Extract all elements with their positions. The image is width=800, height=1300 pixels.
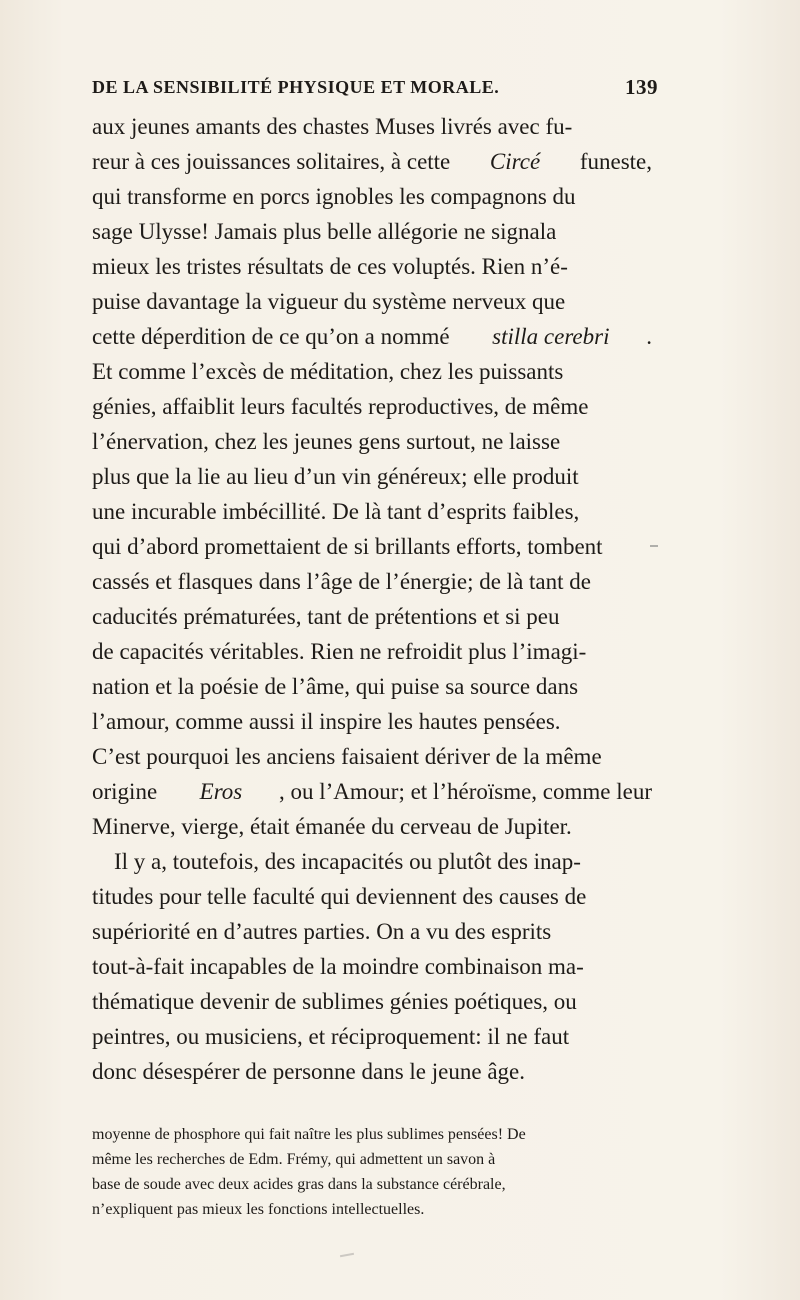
margin-dash-mark — [650, 545, 658, 547]
text-line: C’est pourquoi les anciens faisaient dériver de la même — [92, 744, 602, 769]
text-line: plus que la lie au lieu d’un vin généreux; elle produit — [92, 464, 579, 489]
text-line: Il y a, toutefois, des incapacités ou plutôt des inap- — [114, 849, 581, 874]
page-blemish-mark — [340, 1253, 354, 1257]
text-line: donc désespérer de personne dans le jeune âge. — [92, 1059, 525, 1084]
page-number: 139 — [625, 75, 658, 99]
text-line: Et comme l’excès de méditation, chez les puissants — [92, 359, 564, 384]
text-line: cassés et flasques dans l’âge de l’énergie; de là tant de — [92, 569, 591, 594]
text-line: l’amour, comme aussi il inspire les hautes pensées. — [92, 709, 561, 734]
page-header — [92, 74, 658, 100]
text-line: origine Eros , ou l’Amour; et l’héroïsme, comme leur — [92, 774, 652, 809]
footnote-line: même les recherches de Edm. Frémy, qui admettent un savon à — [92, 1151, 496, 1168]
text-line: qui transforme en porcs ignobles les compagnons du — [92, 184, 576, 209]
footnote-line: n’expliquent pas mieux les fonctions intellectuelles. — [92, 1201, 425, 1218]
text-line: cette déperdition de ce qu’on a nommé stilla cerebri . — [92, 319, 652, 354]
text-line: caducités prématurées, tant de prétentions et si peu — [92, 604, 560, 629]
text-line: mieux les tristes résultats de ces voluptés. Rien n’é- — [92, 254, 568, 279]
text-line: puise davantage la vigueur du système nerveux que — [92, 289, 566, 314]
text-line: titudes pour telle faculté qui deviennent des causes de — [92, 884, 587, 909]
text-line: qui d’abord promettaient de si brillants efforts, tombent — [92, 534, 603, 559]
text-line: une incurable imbécillité. De là tant d’esprits faibles, — [92, 499, 580, 524]
text-line: aux jeunes amants des chastes Muses livrés avec fu- — [92, 114, 573, 139]
text-line: thématique devenir de sublimes génies poétiques, ou — [92, 989, 577, 1014]
italic-phrase-stilla-cerebri: stilla cerebri — [492, 324, 610, 349]
text-line: supériorité en d’autres parties. On a vu des esprits — [92, 919, 552, 944]
text-line: sage Ulysse! Jamais plus belle allégorie ne signala — [92, 219, 557, 244]
main-text — [92, 109, 652, 1089]
text-line: Minerve, vierge, était émanée du cerveau de Jupiter. — [92, 814, 572, 839]
footnote-line: moyenne de phosphore qui fait naître les plus sublimes pensées! De — [92, 1126, 526, 1143]
text-line: reur à ces jouissances solitaires, à cette Circé funeste, — [92, 144, 652, 179]
italic-word-eros: Eros — [199, 779, 243, 804]
text-line: de capacités véritables. Rien ne refroidit plus l’imagi- — [92, 639, 587, 664]
text-line: peintres, ou musiciens, et réciproquement: il ne faut — [92, 1024, 570, 1049]
running-title: DE LA SENSIBILITÉ PHYSIQUE ET MORALE. — [92, 77, 500, 97]
text-line: génies, affaiblit leurs facultés reproductives, de même — [92, 394, 589, 419]
footnote-line: base de soude avec deux acides gras dans la substance cérébrale, — [92, 1176, 506, 1193]
footnote — [92, 1122, 652, 1222]
text-line: l’énervation, chez les jeunes gens surtout, ne laisse — [92, 429, 561, 454]
text-line: nation et la poésie de l’âme, qui puise sa source dans — [92, 674, 579, 699]
italic-word-circe: Circé — [489, 149, 541, 174]
text-line: tout-à-fait incapables de la moindre combinaison ma- — [92, 954, 584, 979]
